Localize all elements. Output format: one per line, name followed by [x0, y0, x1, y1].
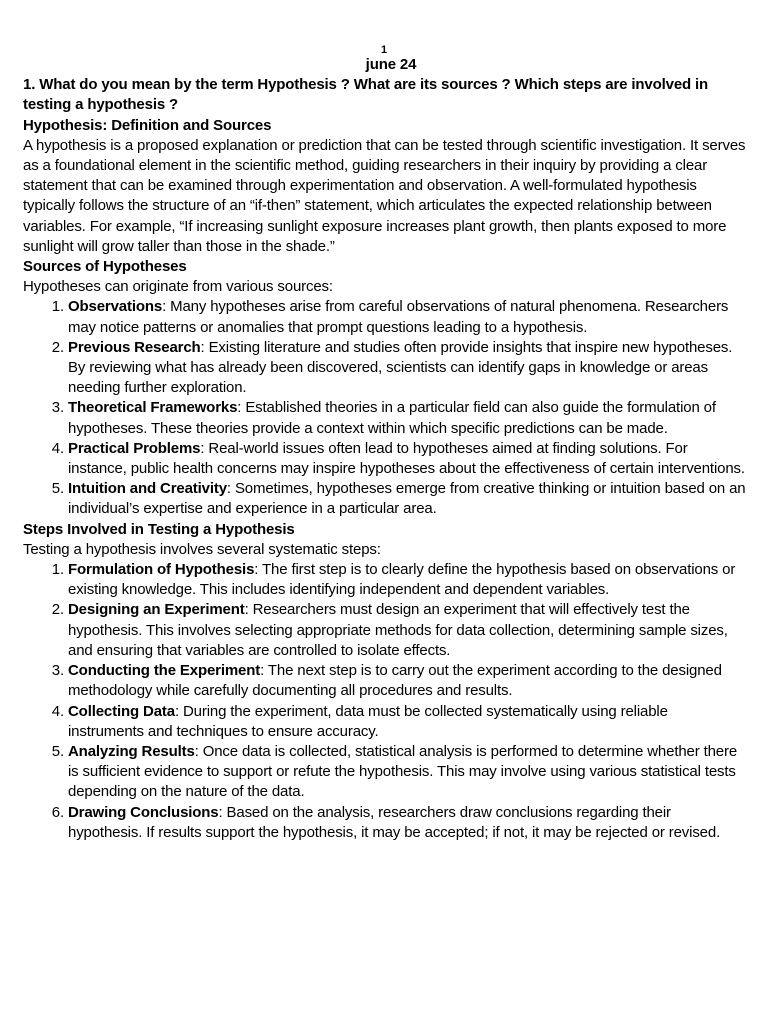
list-item	[68, 742, 747, 803]
list-item	[68, 560, 747, 600]
list-item-text: : Existing literature and studies often provide insights that inspire new hypotheses. By reviewing what has already been discovered, scientists can identify gaps in knowledge or areas needing further exploration.	[68, 338, 733, 397]
list-item	[68, 600, 747, 661]
list-item-text: : Real-world issues often lead to hypotheses aimed at finding solutions. For instance, public health concerns may inspire hypotheses about the effectiveness of certain interventions.	[68, 439, 745, 478]
list-item	[68, 338, 747, 399]
sources-heading: Sources of Hypotheses	[23, 258, 187, 276]
question-heading: 1. What do you mean by the term Hypothesis ? What are its sources ? Which steps are involved in testing a hypothesis ?	[23, 76, 709, 114]
list-item-term: Drawing Conclusions	[68, 803, 219, 821]
list-item	[68, 398, 747, 438]
list-item	[68, 702, 747, 742]
list-item	[68, 439, 747, 479]
list-item-term: Designing an Experiment	[68, 601, 245, 619]
list-item-text: : Once data is collected, statistical analysis is performed to determine whether there is sufficient evidence to support or refute the hypothesis. This may involve using various statistical tests depending on the nature of the data.	[68, 742, 738, 801]
date-heading: june 24	[365, 56, 417, 73]
list-item-term: Conducting the Experiment	[68, 662, 261, 680]
list-item-text: : Based on the analysis, researchers draw conclusions regarding their hypothesis. If results support the hypothesis, it may be accepted; if not, it may be rejected or revised.	[68, 803, 721, 841]
list-item-term: Intuition and Creativity	[68, 480, 227, 498]
steps-list	[23, 560, 747, 843]
steps-heading: Steps Involved in Testing a Hypothesis	[23, 520, 295, 538]
list-item-term: Previous Research	[68, 338, 201, 356]
list-item	[68, 479, 747, 519]
page-number: 1	[380, 44, 388, 56]
list-item-term: Observations	[68, 298, 163, 316]
list-item-term: Analyzing Results	[68, 742, 195, 760]
list-item-text: : Researchers must design an experiment that will effectively test the hypothesis. This involves selecting appropriate methods for data collection, determining sample sizes, and ensuring that variables are controlled to isolate effects.	[68, 601, 728, 659]
list-item-term: Collecting Data	[68, 702, 175, 720]
list-item-text: : During the experiment, data must be collected systematically using reliable instruments and techniques to ensure accuracy.	[68, 702, 668, 740]
sources-intro: Hypotheses can originate from various sources:	[23, 278, 333, 296]
sources-list	[23, 297, 747, 519]
definition-paragraph: A hypothesis is a proposed explanation or prediction that can be tested through scientific investigation. It serves as a foundational element in the scientific method, guiding researchers in their inquiry by providing a clear statement that can be examined through experimentation and observation. A well-formulated hypothesis typically follows the structure of an “if-then” statement, which articulates the expected relationship between variables. For example, “If increasing sunlight exposure increases plant growth, then plants exposed to more sunlight will grow taller than those in the shade.”	[23, 136, 746, 255]
list-item-text: : Sometimes, hypotheses emerge from creative thinking or intuition based on an individual’s expertise and experience in a particular area.	[68, 480, 746, 518]
document-body	[23, 55, 747, 843]
list-item-term: Practical Problems	[68, 439, 201, 457]
list-item-text: : Many hypotheses arise from careful observations of natural phenomena. Researchers may notice patterns or anomalies that prompt questions leading to a hypothesis.	[68, 298, 729, 336]
list-item	[68, 803, 747, 843]
list-item	[68, 661, 747, 701]
definition-heading: Hypothesis: Definition and Sources	[23, 116, 272, 134]
list-item-text: : Established theories in a particular field can also guide the formulation of hypotheses. These theories provide a context within which specific predictions can be made.	[68, 399, 716, 437]
list-item-text: : The first step is to clearly define the hypothesis based on observations or existing knowledge. This includes identifying independent and dependent variables.	[68, 561, 736, 599]
list-item-term: Formulation of Hypothesis	[68, 561, 255, 579]
steps-intro: Testing a hypothesis involves several systematic steps:	[23, 540, 381, 558]
list-item	[68, 297, 747, 337]
list-item-term: Theoretical Frameworks	[68, 399, 238, 417]
list-item-text: : The next step is to carry out the experiment according to the designed methodology while carefully documenting all procedures and results.	[68, 662, 722, 700]
